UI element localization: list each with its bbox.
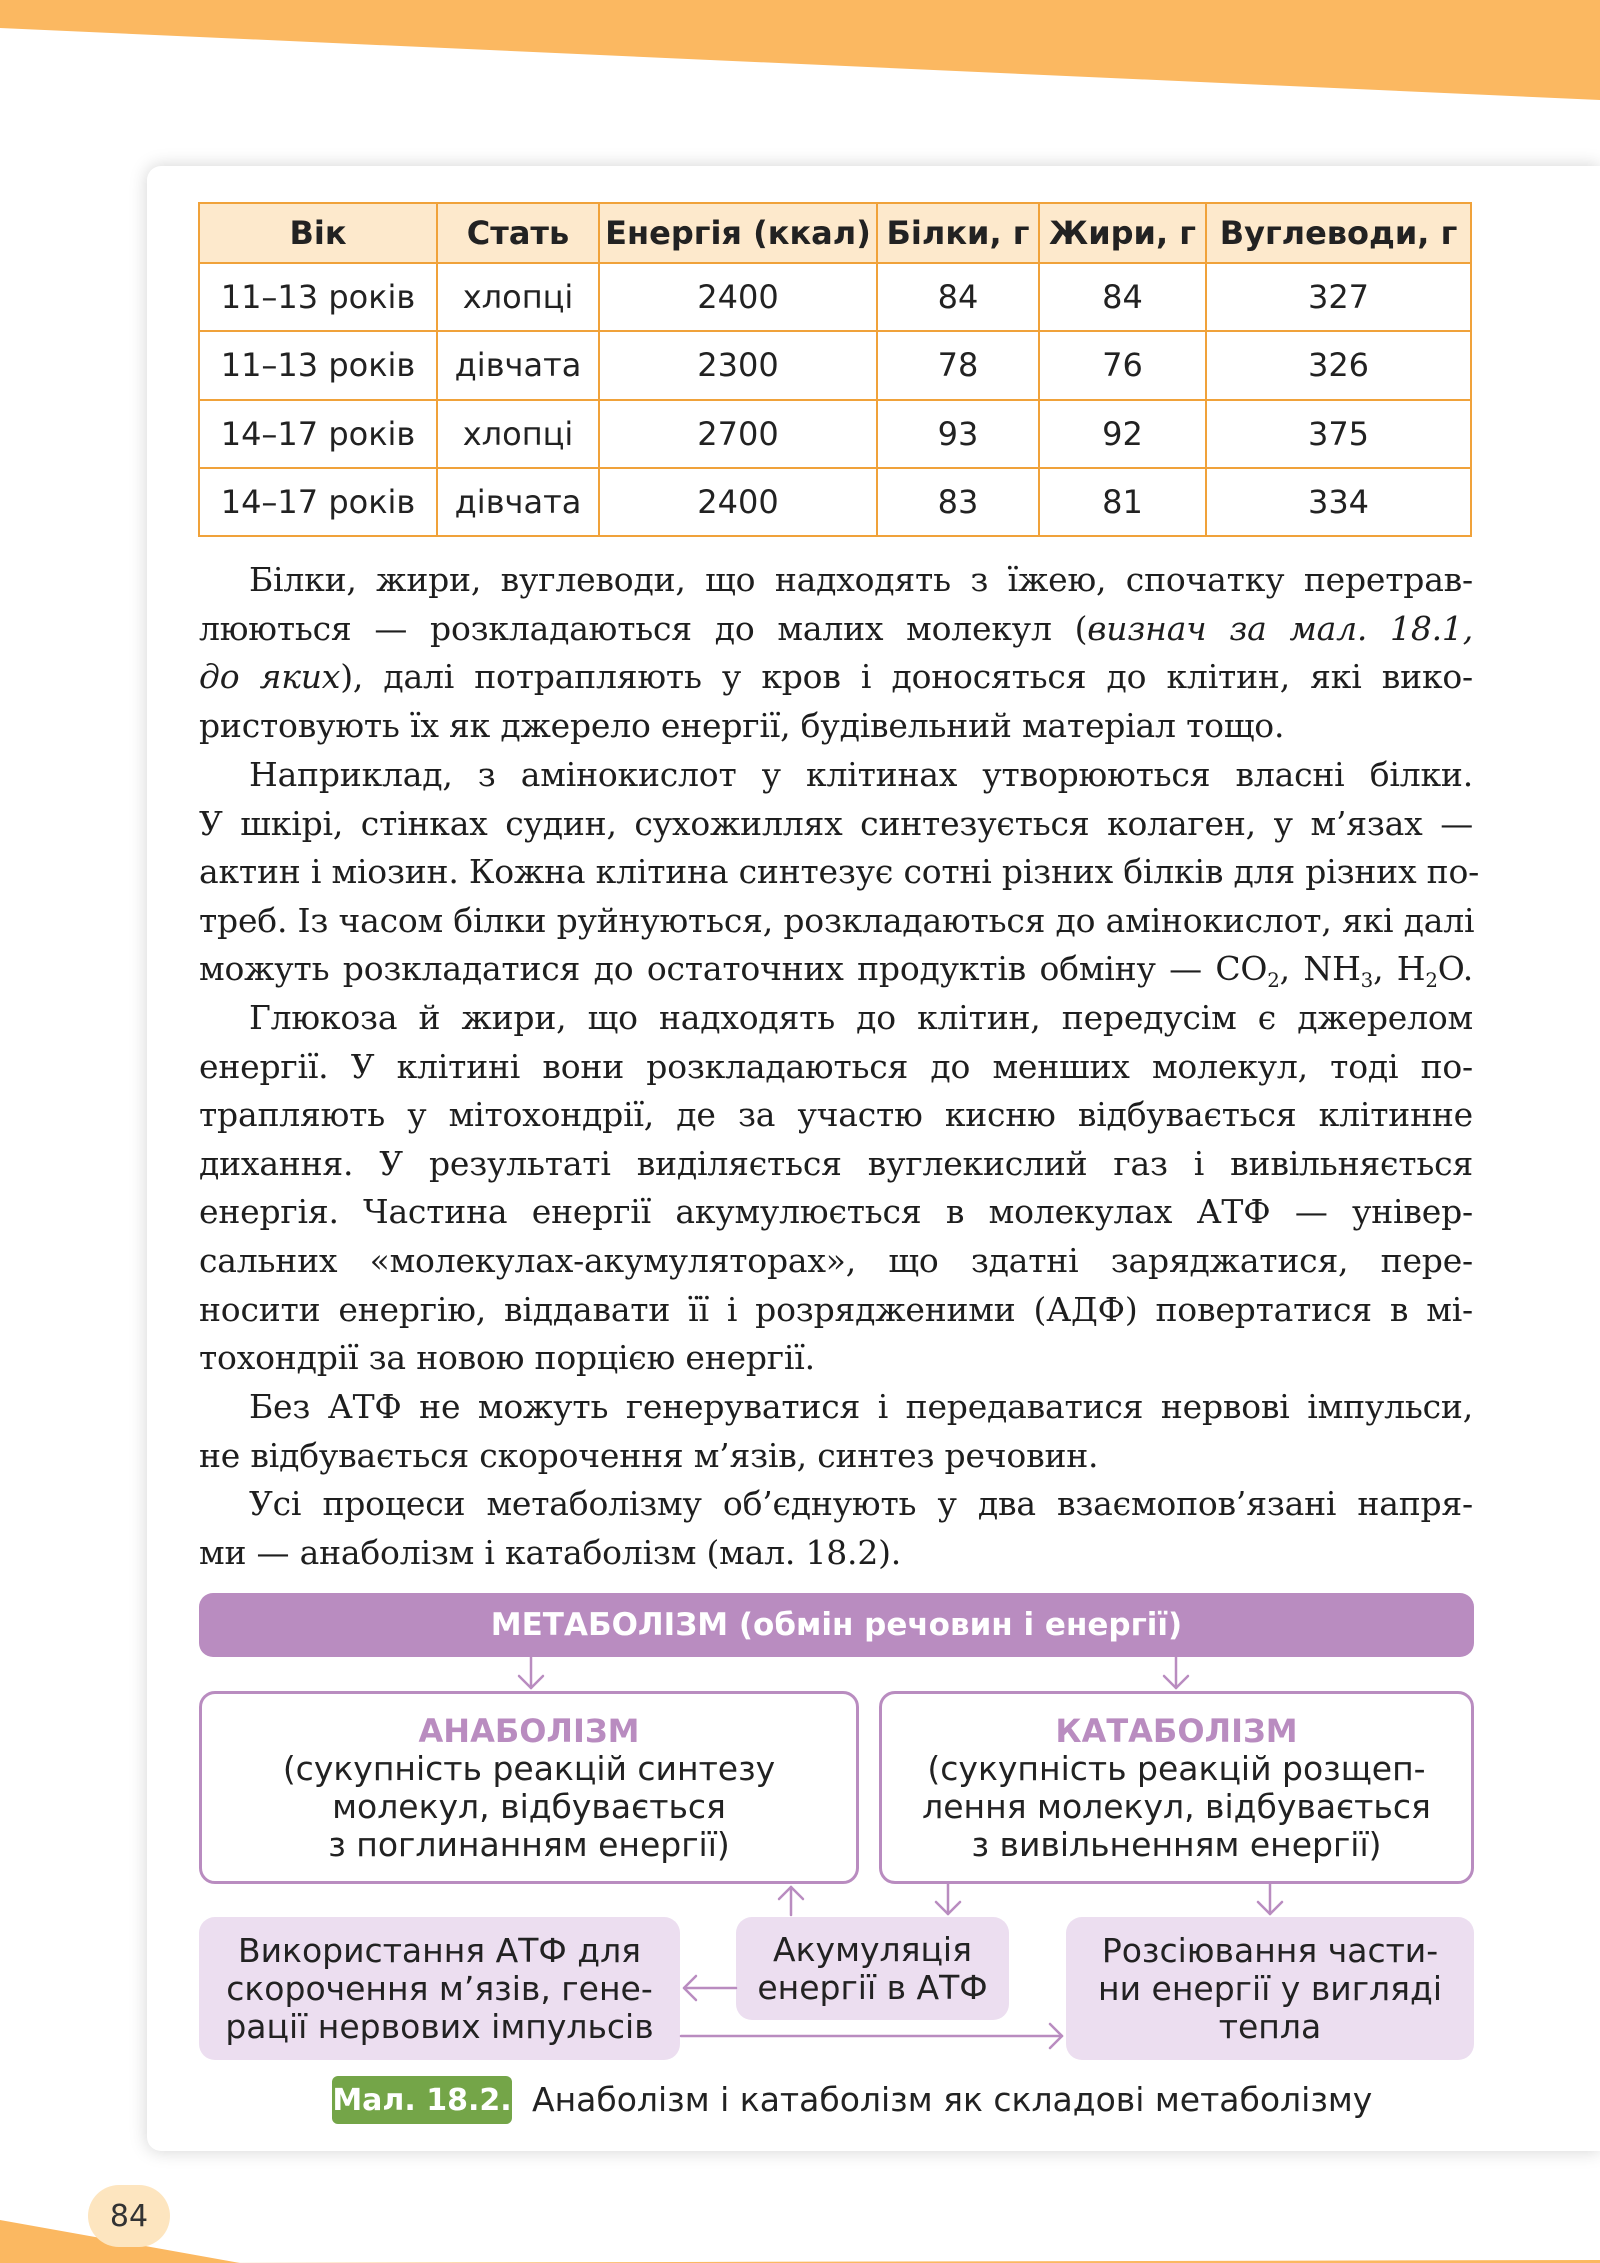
box-text-line: скорочення м’язів, гене- <box>226 1968 653 2008</box>
subscript: 3 <box>1360 969 1374 993</box>
table-cell: дівчата <box>437 331 599 399</box>
box-text-line: (сукупність реакцій синтезу <box>282 1749 776 1788</box>
box-text-line: з вивільненням енергії) <box>971 1825 1382 1864</box>
table-cell: 2300 <box>599 331 877 399</box>
table-cell: 2400 <box>599 468 877 536</box>
box-text-line: рації нервових імпульсів <box>225 2006 654 2046</box>
text-line: носити енергію, віддавати її і розрядженими (АДФ) повертатися в мі- <box>199 1289 1473 1329</box>
table-cell: 83 <box>877 468 1039 536</box>
text-line: У шкірі, стінках судин, сухожиллях синтезується колаген, у м’язах — <box>199 803 1473 843</box>
box-text-line: ни енергії у вигляді <box>1098 1968 1442 2008</box>
text-fragment: , H <box>1373 949 1426 989</box>
box-text-line: Акумуляція <box>773 1929 972 1969</box>
table-cell: 76 <box>1039 331 1206 399</box>
text-line: дихання. У результаті виділяється вуглекислий газ і вивільняється <box>199 1143 1473 1183</box>
table-cell: 326 <box>1206 331 1471 399</box>
figure-label-badge: Мал. 18.2. <box>332 2076 512 2124</box>
table-cell: 2700 <box>599 400 877 468</box>
table-cell: хлопці <box>437 400 599 468</box>
table-cell: 93 <box>877 400 1039 468</box>
table-cell: 375 <box>1206 400 1471 468</box>
text-line: Наприклад, з амінокислот у клітинах утворюються власні білки. <box>249 755 1473 794</box>
table-cell: 92 <box>1039 400 1206 468</box>
table-header-cell: Енергія (ккал) <box>599 203 877 263</box>
box-text-line: Розсіювання части- <box>1101 1930 1439 1970</box>
table-header-cell: Стать <box>437 203 599 263</box>
text-line: Без АТФ не можуть генеруватися і передаватися нервові імпульси, <box>249 1387 1473 1426</box>
text-line: енергія. Частина енергії акумулюється в молекулах АТФ — універ- <box>199 1192 1473 1232</box>
text-line: трапляють у мітохондрії, де за участю кисню відбувається клітинне <box>199 1095 1473 1135</box>
table-header-cell: Вуглеводи, г <box>1206 203 1471 263</box>
box-text-line: (сукупність реакцій розщеп- <box>927 1749 1426 1788</box>
table-cell: 327 <box>1206 263 1471 331</box>
figure-reference: до яких <box>199 657 341 697</box>
text-fragment: ), далі потрапляють у кров і доносяться до клітин, які вико- <box>340 657 1473 697</box>
metabolism-title-bar: МЕТАБОЛІЗМ (обмін речовин і енергії) <box>199 1593 1474 1657</box>
text-line: Глюкоза й жири, що надходять до клітин, передусім є джерелом <box>249 998 1473 1037</box>
text-line: актин і міозин. Кожна клітина синтезує сотні різних білків для різних по- <box>199 852 1480 892</box>
table-header-cell: Вік <box>199 203 437 263</box>
subscript: 2 <box>1425 969 1438 993</box>
table-cell: 14–17 років <box>199 400 437 468</box>
text-fragment: можуть розкладатися до остаточних продуктів обміну — CO <box>199 949 1268 989</box>
text-fragment: O. <box>1437 949 1473 989</box>
box-text-line: енергії в АТФ <box>757 1967 988 2007</box>
catabolism-heading: КАТАБОЛІЗМ <box>1055 1712 1298 1750</box>
box-text-line: тепла <box>1218 2006 1322 2046</box>
figure-reference: визнач за мал. 18.1, <box>1087 608 1473 648</box>
table-cell: 334 <box>1206 468 1471 536</box>
table-cell: 11–13 років <box>199 331 437 399</box>
text-line: Усі процеси метаболізму об’єднують у два взаємопов’язані напря- <box>249 1484 1473 1523</box>
table-header-cell: Жири, г <box>1039 203 1206 263</box>
text-line: треб. Із часом білки руйнуються, розкладаються до амінокислот, які далі <box>199 900 1475 940</box>
text-line: ристовують їх як джерело енергії, будівельний матеріал тощо. <box>199 705 1285 745</box>
text-line: не відбувається скорочення м’язів, синтез речовин. <box>199 1435 1099 1475</box>
text-line: сальних «молекулах-акумуляторах», що здатні заряджатися, пере- <box>199 1240 1473 1280</box>
table-cell: дівчата <box>437 468 599 536</box>
table-header-cell: Білки, г <box>877 203 1039 263</box>
subscript: 2 <box>1267 969 1280 993</box>
box-text-line: Використання АТФ для <box>237 1930 642 1970</box>
text-line: ми — анаболізм і катаболізм (мал. 18.2). <box>199 1532 902 1572</box>
text-line: Білки, жири, вуглеводи, що надходять з їжею, спочатку перетрав- <box>249 560 1473 599</box>
text-line: тохондрії за новою порцією енергії. <box>199 1338 815 1378</box>
box-text-line: молекул, відбувається <box>332 1787 726 1826</box>
text-fragment: , NH <box>1279 949 1361 989</box>
table-cell: 2400 <box>599 263 877 331</box>
table-cell: 78 <box>877 331 1039 399</box>
table-cell: хлопці <box>437 263 599 331</box>
box-text-line: лення молекул, відбувається <box>922 1787 1431 1826</box>
table-cell: 84 <box>1039 263 1206 331</box>
page-number: 84 <box>88 2185 170 2247</box>
text-line: енергії. У клітині вони розкладаються до менших молекул, тоді по- <box>199 1046 1473 1086</box>
table-cell: 84 <box>877 263 1039 331</box>
table-cell: 81 <box>1039 468 1206 536</box>
table-cell: 11–13 років <box>199 263 437 331</box>
table-cell: 14–17 років <box>199 468 437 536</box>
box-text-line: з поглинанням енергії) <box>328 1825 730 1864</box>
figure-caption: Анаболізм і катаболізм як складові метаболізму <box>532 2080 1373 2119</box>
anabolism-heading: АНАБОЛІЗМ <box>418 1712 640 1750</box>
text-fragment: люються — розкладаються до малих молекул ( <box>199 608 1088 648</box>
